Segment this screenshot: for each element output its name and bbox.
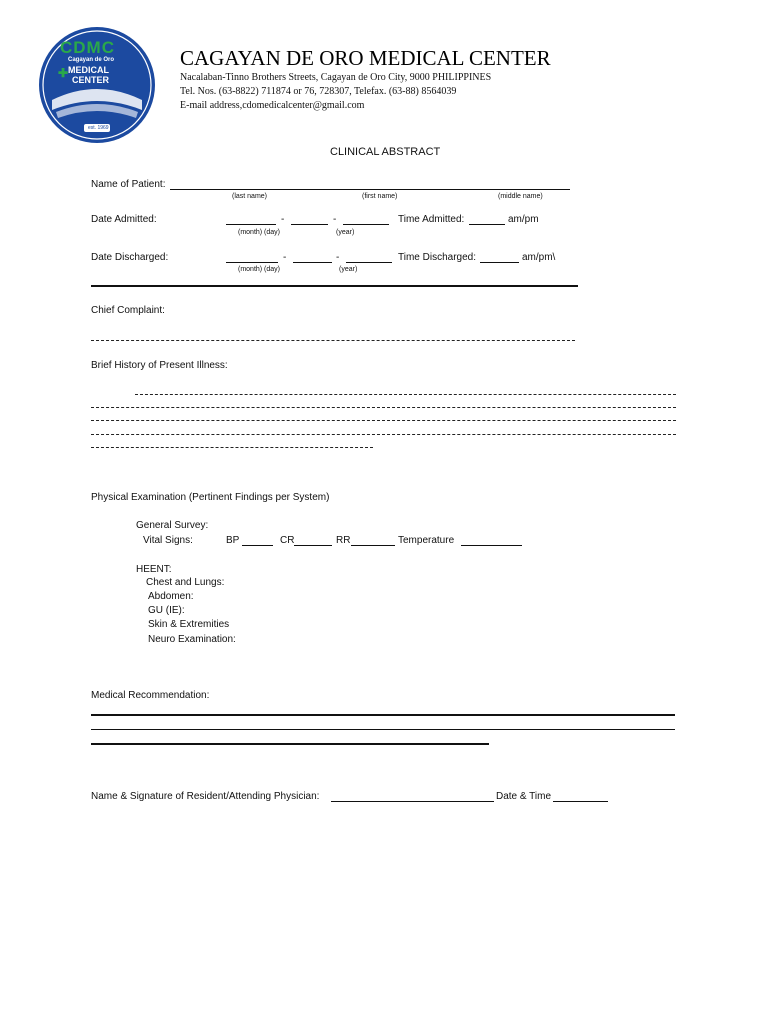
rr-label: RR — [336, 535, 351, 546]
last-name-caption: (last name) — [232, 193, 268, 200]
bp-field[interactable] — [242, 545, 273, 546]
recommendation-line-1[interactable] — [91, 714, 675, 716]
admitted-day-field[interactable] — [291, 224, 328, 225]
admitted-month-day-caption: (month) (day) — [238, 229, 281, 236]
history-label: Brief History of Present Illness: — [91, 360, 228, 371]
logo-cross-icon: ✚ — [58, 66, 69, 80]
cr-field[interactable] — [294, 545, 332, 546]
logo-line2: MEDICAL — [68, 65, 109, 75]
history-line-5[interactable] — [91, 447, 373, 448]
logo-line3: CENTER — [72, 75, 110, 85]
admitted-year-field[interactable] — [343, 224, 389, 225]
hospital-logo — [38, 26, 156, 144]
signature-field[interactable] — [331, 801, 494, 802]
section-divider — [91, 285, 578, 287]
history-line-3[interactable] — [91, 420, 676, 421]
time-discharged-label: Time Discharged: — [398, 252, 476, 263]
date-time-field[interactable] — [553, 801, 608, 802]
abdomen-label: Abdomen: — [148, 591, 194, 602]
temperature-field[interactable] — [461, 545, 522, 546]
logo-acronym: CDMC — [60, 38, 115, 57]
time-admitted-field[interactable] — [469, 224, 505, 225]
time-discharged-ampm: am/pm\ — [522, 252, 556, 263]
discharged-dash-2: - — [336, 252, 340, 263]
history-line-2[interactable] — [91, 407, 676, 408]
hospital-address: Nacalaban-Tinno Brothers Streets, Cagayan de Oro City, 9000 PHILIPPINES — [180, 72, 492, 83]
neuro-exam-label: Neuro Examination: — [148, 634, 236, 645]
history-line-1[interactable] — [135, 394, 676, 395]
patient-name-label: Name of Patient: — [91, 179, 166, 190]
logo-line1: Cagayan de Oro — [68, 57, 115, 63]
signature-label: Name & Signature of Resident/Attending Physician: — [91, 791, 320, 802]
cr-label: CR — [280, 535, 295, 546]
discharged-year-field[interactable] — [346, 262, 392, 263]
admitted-dash-1: - — [281, 214, 285, 225]
hospital-phone: Tel. Nos. (63-8822) 711874 or 76, 728307, Telefax. (63-88) 8564039 — [180, 86, 457, 97]
logo-established: est. 1969 — [88, 125, 109, 131]
patient-name-field[interactable] — [170, 189, 570, 190]
discharged-dash-1: - — [283, 252, 287, 263]
discharged-month-day-caption: (month) (day) — [238, 266, 281, 273]
recommendation-label: Medical Recommendation: — [91, 690, 210, 701]
date-discharged-label: Date Discharged: — [91, 252, 169, 263]
temperature-label: Temperature — [398, 535, 455, 546]
date-admitted-label: Date Admitted: — [91, 214, 157, 225]
recommendation-line-2[interactable] — [91, 729, 675, 730]
time-discharged-field[interactable] — [480, 262, 519, 263]
bp-label: BP — [226, 535, 240, 546]
chief-complaint-field[interactable] — [91, 340, 575, 341]
gu-label: GU (IE): — [148, 605, 185, 616]
admitted-year-caption: (year) — [336, 229, 355, 236]
time-admitted-label: Time Admitted: — [398, 214, 465, 225]
discharged-year-caption: (year) — [339, 266, 358, 273]
admitted-dash-2: - — [333, 214, 337, 225]
skin-extremities-label: Skin & Extremities — [148, 619, 230, 630]
hospital-email: E-mail address,cdomedicalcenter@gmail.com — [180, 100, 365, 111]
middle-name-caption: (middle name) — [498, 193, 543, 200]
discharged-month-field[interactable] — [226, 262, 278, 263]
date-time-label: Date & Time — [496, 791, 552, 802]
vital-signs-label: Vital Signs: — [143, 535, 193, 546]
chief-complaint-label: Chief Complaint: — [91, 305, 165, 316]
first-name-caption: (first name) — [362, 193, 398, 200]
hospital-title: CAGAYAN DE ORO MEDICAL CENTER — [180, 46, 551, 70]
physical-exam-title: Physical Examination (Pertinent Findings per System) — [91, 492, 330, 503]
discharged-day-field[interactable] — [293, 262, 332, 263]
chest-lungs-label: Chest and Lungs: — [146, 577, 225, 588]
heent-label: HEENT: — [136, 564, 172, 575]
rr-field[interactable] — [351, 545, 395, 546]
recommendation-line-3[interactable] — [91, 743, 489, 745]
general-survey-label: General Survey: — [136, 520, 209, 531]
time-admitted-ampm: am/pm — [508, 214, 539, 225]
form-title: CLINICAL ABSTRACT — [330, 146, 441, 158]
admitted-month-field[interactable] — [226, 224, 276, 225]
history-line-4[interactable] — [91, 434, 676, 435]
